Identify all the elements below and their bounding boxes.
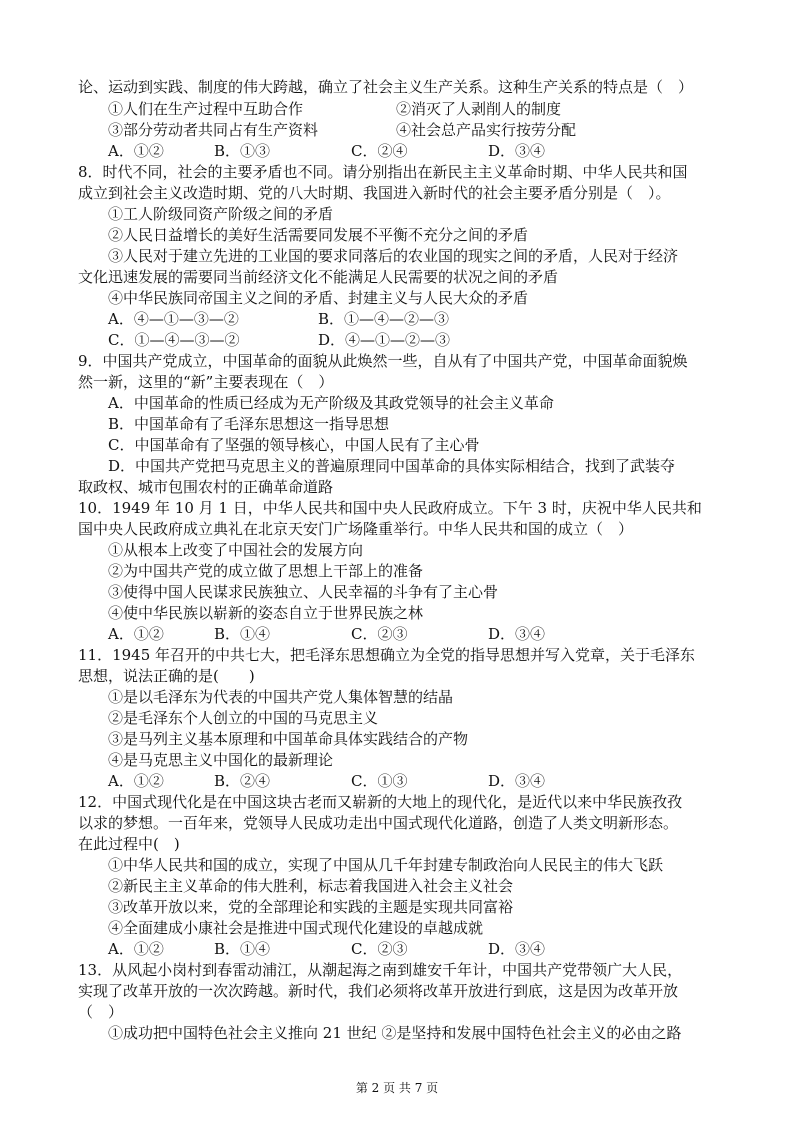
answer-b: B．①④ xyxy=(214,940,271,958)
option-4: ④是马克思主义中国化的最新理论 xyxy=(108,751,334,769)
option-3: ③部分劳动者共同占有生产资料 xyxy=(108,121,319,139)
answer-d: D．③④ xyxy=(488,625,546,643)
option-1: ①人们在生产过程中互助合作 xyxy=(108,100,304,118)
answer-d: D．③④ xyxy=(488,940,546,958)
question-9-line-2: 然一新，这里的“新”主要表现在（ ） xyxy=(78,373,334,391)
question-11-line-2: 思想，说法正确的是( ) xyxy=(78,667,255,685)
answer-a: A．①② xyxy=(108,772,164,790)
answer-c: C．②④ xyxy=(351,142,408,160)
answer-b: B．①④ xyxy=(214,625,271,643)
answer-b: B．中国革命有了毛泽东思想这一指导思想 xyxy=(108,415,390,433)
answer-c: C．①③ xyxy=(351,772,408,790)
question-13-line-3: （ ） xyxy=(78,1003,124,1021)
option-2: ②消灭了人剥削人的制度 xyxy=(396,100,562,118)
option-4: ④使中华民族以崭新的姿态自立于世界民族之林 xyxy=(108,604,424,622)
text-line: 论、运动到实践、制度的伟大跨越，确立了社会主义生产关系。这种生产关系的特点是（ ） xyxy=(78,78,694,96)
answer-d: D．④—①—②—③ xyxy=(318,331,451,349)
answer-a: A．④—①—③—② xyxy=(108,310,239,328)
answer-b: B．①—④—②—③ xyxy=(318,310,450,328)
option-2: ②是毛泽东个人创立的中国的马克思主义 xyxy=(108,709,379,727)
option-4: ④全面建成小康社会是推进中国式现代化建设的卓越成就 xyxy=(108,919,484,937)
option-4: ④社会总产品实行按劳分配 xyxy=(396,121,577,139)
option-2: ②新民主主义革命的伟大胜利，标志着我国进入社会主义社会 xyxy=(108,877,514,895)
question-8-line-1: 8．时代不同，社会的主要矛盾也不同。请分别指出在新民主主义革命时期、中华人民共和国 xyxy=(78,163,688,181)
answer-d-cont: 取政权、城市包围农村的正确革命道路 xyxy=(78,478,334,496)
question-12-line-1: 12．中国式现代化是在中国这块古老而又崭新的大地上的现代化，是近代以来中华民族孜孜 xyxy=(78,793,683,811)
answer-c: C．②③ xyxy=(351,940,408,958)
question-10-line-1: 10．1949 年 10 月 1 日，中华人民共和国中央人民政府成立。下午 3 时，庆祝中华人民共和 xyxy=(78,499,702,517)
answer-d: D．③④ xyxy=(488,772,546,790)
question-12-line-2: 以求的梦想。一百年来，党领导人民成功走出中国式现代化道路，创造了人类文明新形态。 xyxy=(78,814,679,832)
question-9-line-1: 9．中国共产党成立，中国革命的面貌从此焕然一些，自从有了中国共产党，中国革命面貌焕 xyxy=(78,352,688,370)
answer-a: A．①② xyxy=(108,940,164,958)
answer-c: C．②③ xyxy=(351,625,408,643)
option-1: ①从根本上改变了中国社会的发展方向 xyxy=(108,541,364,559)
answer-c: C．中国革命有了坚强的领导核心，中国人民有了主心骨 xyxy=(108,436,480,454)
question-13-line-2: 实现了改革开放的一次次跨越。新时代，我们必须将改革开放进行到底，这是因为改革开放 xyxy=(78,982,679,1000)
option-3: ③人民对于建立先进的工业国的要求同落后的农业国的现实之间的矛盾，人民对于经济 xyxy=(108,247,679,265)
option-3: ③改革开放以来，党的全部理论和实践的主题是实现共同富裕 xyxy=(108,898,514,916)
answer-a: A．①② xyxy=(108,142,164,160)
option-3: ③使得中国人民谋求民族独立、人民幸福的斗争有了主心骨 xyxy=(108,583,499,601)
question-8-line-2: 成立到社会主义改造时期、党的八大时期、我国进入新时代的社会主要矛盾分别是（ ）。 xyxy=(78,184,671,202)
option-1: ①是以毛泽东为代表的中国共产党人集体智慧的结晶 xyxy=(108,688,454,706)
question-10-line-2: 国中央人民政府成立典礼在北京天安门广场隆重举行。中华人民共和国的成立（ ） xyxy=(78,520,634,538)
answer-b: B．①③ xyxy=(214,142,271,160)
option-3: ③是马列主义基本原理和中国革命具体实践结合的产物 xyxy=(108,730,469,748)
question-13-line-1: 13．从风起小岗村到春雷动浦江，从潮起海之南到雄安千年计，中国共产党带领广大人民， xyxy=(78,961,683,979)
option-1: ①工人阶级同资产阶级之间的矛盾 xyxy=(108,205,334,223)
option-1: ①中华人民共和国的成立，实现了中国从几千年封建专制政治向人民民主的伟大飞跃 xyxy=(108,856,664,874)
page-footer: 第 2 页 共 7 页 xyxy=(355,1081,439,1095)
answer-d: D．③④ xyxy=(488,142,546,160)
option-4: ④中华民族同帝国主义之间的矛盾、封建主义与人民大众的矛盾 xyxy=(108,289,529,307)
question-11-line-1: 11．1945 年召开的中共七大，把毛泽东思想确立为全党的指导思想并写入党章，关于毛泽东 xyxy=(78,646,696,664)
answer-a: A．①② xyxy=(108,625,164,643)
option-1-2: ①成功把中国特色社会主义推向 21 世纪 ②是坚持和发展中国特色社会主义的必由之路 xyxy=(108,1024,682,1042)
option-2: ②为中国共产党的成立做了思想上干部上的准备 xyxy=(108,562,424,580)
answer-c: C．①—④—③—② xyxy=(108,331,240,349)
option-3-cont: 文化迅速发展的需要同当前经济文化不能满足人民需要的状况之间的矛盾 xyxy=(78,268,559,286)
answer-a: A．中国革命的性质已经成为无产阶级及其政党领导的社会主义革命 xyxy=(108,394,554,412)
answer-d: D．中国共产党把马克思主义的普遍原理同中国革命的具体实际相结合，找到了武装夺 xyxy=(108,457,676,475)
answer-b: B．②④ xyxy=(214,772,271,790)
question-12-line-3: 在此过程中( ) xyxy=(78,835,180,853)
option-2: ②人民日益增长的美好生活需要同发展不平衡不充分之间的矛盾 xyxy=(108,226,529,244)
